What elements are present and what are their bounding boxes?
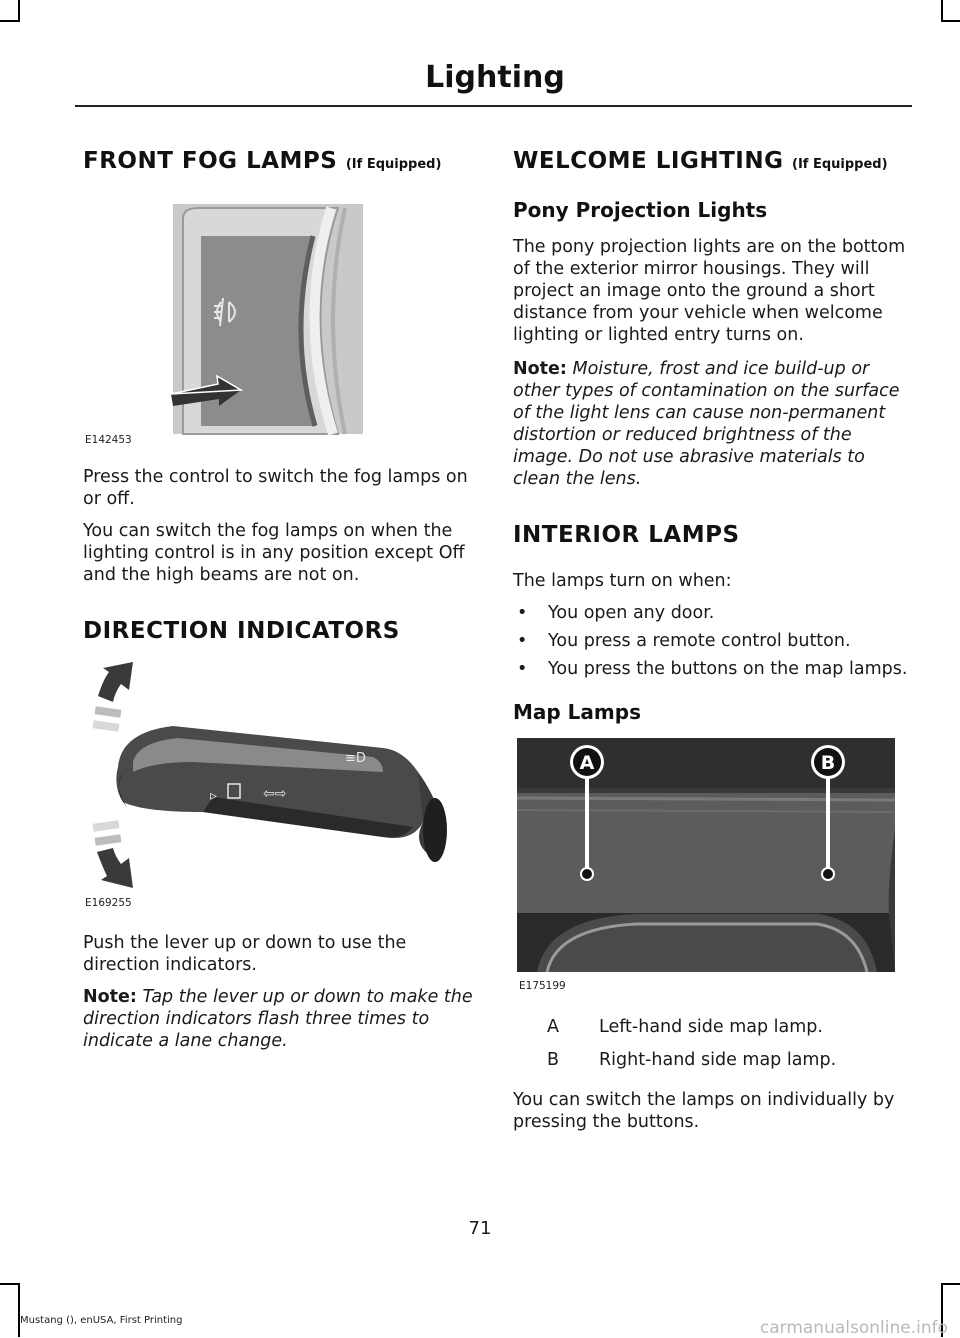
interior-intro: The lamps turn on when: (513, 571, 732, 591)
list-item (513, 630, 908, 652)
bullet-glyph: • (517, 603, 528, 623)
fog-lamp-switch-illustration (83, 194, 478, 454)
welcome-lighting-heading (513, 148, 908, 174)
map-paragraph: You can switch the lamps on individually by pressing the buttons. (513, 1090, 895, 1132)
direction-note (83, 986, 478, 1052)
crop-mark (18, 1283, 20, 1337)
page-header-title: Lighting (425, 60, 565, 95)
crop-mark (18, 0, 20, 22)
fog-paragraph-2: You can switch the fog lamps on when the lighting control is in any position except Off and the high beams are not on. (83, 521, 465, 585)
fog-heading-qualifier: (If Equipped) (345, 157, 442, 172)
turn-signal-lever-illustration (83, 662, 478, 912)
legend-row (513, 1049, 908, 1071)
list-item (513, 658, 908, 680)
welcome-note-text: Moisture, frost and ice build-up or other types of contamination on the surface of the light lens can cause non-permanent distortion or reduced brightness of the image. Do not use abrasive materials to clean the lens. (513, 359, 900, 489)
map-lamps-figure (513, 738, 908, 1008)
fog-figure-code: E142453 (85, 434, 132, 446)
map-legend (513, 1016, 908, 1071)
fog-lamp-figure (83, 194, 478, 454)
callout-b-label: B (820, 752, 836, 774)
direction-note-text: Tap the lever up or down to make the direction indicators flash three times to indicate a lane change. (83, 987, 473, 1051)
bullet-text: You press the buttons on the map lamps. (548, 659, 908, 679)
interior-bullet-list (513, 602, 908, 680)
bullet-glyph: • (517, 631, 528, 651)
interior-lamps-heading: INTERIOR LAMPS (513, 522, 740, 548)
bullet-text: You press a remote control button. (548, 631, 851, 651)
map-lamps-photo (517, 738, 895, 972)
page-number: 71 (468, 1218, 492, 1239)
left-column (83, 148, 478, 1052)
crop-mark (941, 1283, 960, 1285)
right-column (513, 148, 908, 1133)
pony-projection-heading: Pony Projection Lights (513, 198, 768, 222)
legend-text: Left-hand side map lamp. (599, 1017, 823, 1037)
map-lamps-heading: Map Lamps (513, 700, 641, 724)
direction-indicators-heading: DIRECTION INDICATORS (83, 618, 400, 644)
svg-text:⇦⇨: ⇦⇨ (263, 786, 287, 802)
down-arrow (93, 820, 133, 888)
welcome-heading-text: WELCOME LIGHTING (513, 148, 784, 174)
footer-text: Mustang (), enUSA, First Printing (20, 1315, 183, 1326)
legend-key: B (547, 1050, 560, 1070)
direction-paragraph-1: Push the lever up or down to use the direction indicators. (83, 933, 407, 975)
legend-row (513, 1016, 908, 1038)
fog-lamps-heading (83, 148, 478, 174)
welcome-note (513, 358, 908, 490)
callout-a-label: A (579, 752, 595, 774)
direction-note-label: Note: (83, 987, 137, 1007)
watermark: carmanualsonline.info (759, 1318, 948, 1338)
bullet-text: You open any door. (548, 603, 715, 623)
svg-text:▹: ▹ (210, 788, 218, 804)
crop-mark (941, 0, 943, 22)
crop-mark (0, 20, 20, 22)
fog-paragraph-1: Press the control to switch the fog lamps on or off. (83, 467, 468, 509)
crop-mark (0, 1283, 20, 1285)
welcome-heading-qualifier: (If Equipped) (792, 157, 888, 172)
svg-text:≡D: ≡D (345, 751, 366, 766)
map-figure-code: E175199 (519, 980, 566, 992)
list-item (513, 602, 908, 624)
bullet-glyph: • (517, 659, 528, 679)
direction-figure-code: E169255 (85, 897, 132, 909)
legend-key: A (547, 1017, 559, 1037)
header-rule (75, 105, 912, 107)
crop-mark (941, 20, 960, 22)
direction-figure (83, 662, 478, 912)
fog-heading-text: FRONT FOG LAMPS (83, 148, 338, 174)
welcome-note-label: Note: (513, 359, 567, 379)
welcome-paragraph-1: The pony projection lights are on the bottom of the exterior mirror housings. They will project an image onto the ground a short distance from your vehicle when welcome lighting or lighted entry turns on. (513, 237, 906, 345)
legend-text: Right-hand side map lamp. (599, 1050, 837, 1070)
up-arrow (93, 662, 133, 732)
